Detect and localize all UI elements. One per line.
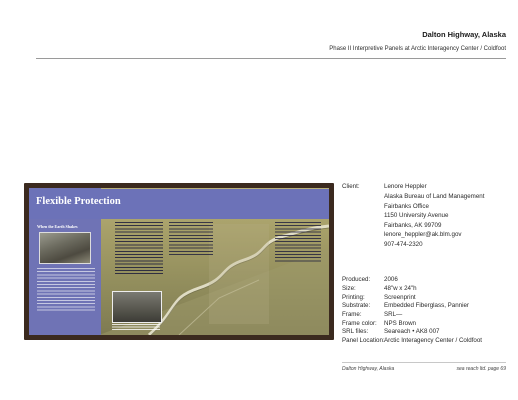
spec-value-substrate: Embedded Fiberglass, Pannier (384, 302, 469, 309)
page-subtitle: Phase II Interpretive Panels at Arctic Interagency Center / Coldfoot (329, 46, 506, 52)
panel-subhead: When the Earth Shakes (37, 224, 78, 229)
spec-label-frame: Frame: (342, 311, 362, 318)
client-email: lenore_heppler@ak.blm.gov (384, 231, 462, 238)
spec-value-frame: SRL— (384, 311, 403, 318)
panel-text-column-3 (169, 222, 213, 256)
panel-photo-caption (112, 324, 160, 330)
spec-label-srl-files: SRL files: (342, 328, 369, 335)
spec-value-srl-files: Seareach • AK8 007 (384, 328, 440, 335)
panel-title: Flexible Protection (36, 196, 121, 207)
spec-value-printing: Screenprint (384, 294, 416, 301)
footer-project-name: Dalton Highway, Alaska (342, 366, 395, 372)
page-title: Dalton Highway, Alaska (422, 30, 506, 39)
footer-page-number: sea reach ltd. page 69 (456, 366, 506, 372)
panel-left-text-block (37, 268, 95, 312)
interpretive-panel-image (24, 183, 334, 340)
panel-text-column-2 (115, 222, 163, 274)
spec-value-panel-location: Arctic Interagency Center / Coldfoot (384, 337, 483, 344)
spec-label-size: Size: (342, 285, 356, 292)
spec-label-printing: Printing: (342, 294, 365, 301)
spec-label-substrate: Substrate: (342, 302, 371, 309)
spec-value-frame-color: NPS Brown (384, 320, 416, 327)
spec-value-size: 48"w x 24"h (384, 285, 417, 292)
panel-photo-mountains (39, 232, 91, 264)
panel-artwork (29, 188, 329, 335)
spec-label-frame-color: Frame color: (342, 320, 377, 327)
client-line: Lenore Heppler (384, 183, 427, 190)
client-phone: 907-474-2320 (384, 241, 423, 248)
spec-label-panel-location: Panel Location: (342, 337, 385, 344)
spec-sheet (342, 0, 512, 400)
panel-photo-pipeline (112, 291, 162, 323)
spec-value-produced: 2006 (384, 276, 398, 283)
client-line: Fairbanks, AK 99709 (384, 222, 442, 229)
client-line: Fairbanks Office (384, 203, 429, 210)
footer-divider (342, 362, 506, 363)
client-line: 1150 University Avenue (384, 212, 449, 219)
client-label: Client: (342, 183, 360, 190)
panel-text-column-4 (275, 222, 321, 262)
client-line: Alaska Bureau of Land Management (384, 193, 485, 200)
spec-label-produced: Produced: (342, 276, 371, 283)
